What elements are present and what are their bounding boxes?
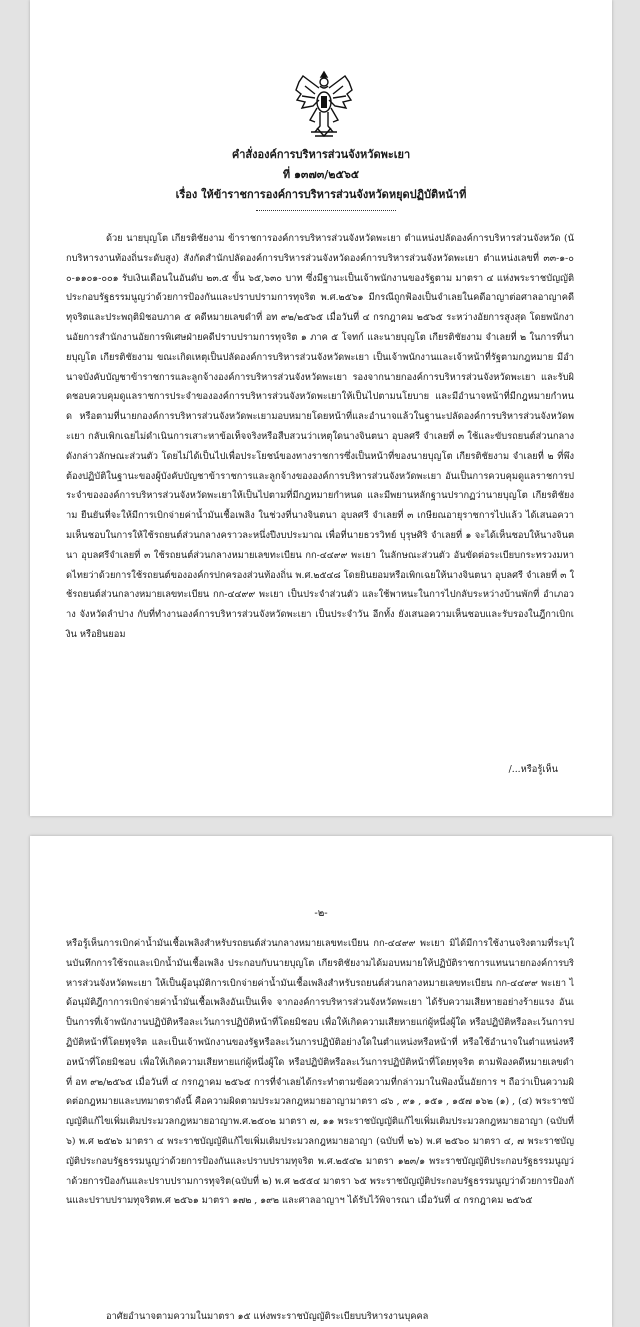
document-page-1 <box>30 0 612 816</box>
divider-rule <box>256 210 396 211</box>
body-paragraph: ด้วย นายบุญโต เกียรติชัยงาม ข้าราชการองค์การบริหารส่วนจังหวัดพะเยา ตำแหน่งปลัดองค์การบริหารส่วนจังหวัด (นักบริหารงานท้องถิ่นระดับสูง) สังกัดสำนักปลัดองค์การบริหารส่วนจังหวัดองค์การบริหารส่วนจังหวัดพะเยา ตำแหน่งเลขที่ ๓๓-๑-๐๐-๑๑๐๑-๐๐๑ รับเงินเดือนในอันดับ ๒๓.๕ ขั้น ๖๕,๖๓๐ บาท ซึ่งมีฐานะเป็นเจ้าพนักงานของรัฐตาม มาตรา ๔ แห่งพระราชบัญญัติประกอบรัฐธรรมนูญว่าด้วยการป้องกันและปราบปรามการทุจริต พ.ศ.๒๕๖๑ มีกรณีถูกฟ้องเป็นจำเลยในคดีอาญาต่อศาลอาญาคดีทุจริตและประพฤติมิชอบภาค ๕ คดีหมายเลขดำที่ อท ๙๒/๒๕๖๕ เมื่อวันที่ ๔ กรกฎาคม ๒๕๖๕ ระหว่างอัยการสูงสุด โดยพนักงานอัยการสำนักงานอัยการพิเศษฝ่ายคดีปราบปรามการทุจริต ๑ ภาค ๕ โจทก์ และนายบุญโต เกียรติชัยงาม จำเลยที่ ๒ ในการที่นายบุญโต เกียรติชัยงาม ขณะเกิดเหตุเป็นปลัดองค์การบริหารส่วนจังหวัดพะเยา เป็นเจ้าพนักงานและเจ้าหน้าที่รัฐตามกฎหมาย มีอำนาจบังคับบัญชาข้าราชการและลูกจ้างองค์การบริหารส่วนจังหวัดพะเยา รองจากนายกองค์การบริหารส่วนจังหวัดพะเยา และรับผิดชอบควบคุมดูแลราชการประจำขององค์การบริหารส่วนจังหวัดพะเยาให้เป็นไปตามนโยบาย และมีอำนาจหน้าที่มีกฎหมายกำหนด หรือตามที่นายกองค์การบริหารส่วนจังหวัดพะเยามอบหมายโดยหน้าที่และอำนาจแล้วในฐานะปลัดองค์การบริหารส่วนจังหวัดพะเยา กลับเพิกเฉยไม่ดำเนินการเสาะหาข้อเท็จจริงหรือสืบสวนว่าเหตุใดนางจินตนา อุบลศรี จำเลยที่ ๓ ใช้และขับรถยนต์ส่วนกลางดังกล่าวลักษณะส่วนตัว โดยไม่ได้เป็นไปเพื่อประโยชน์ของทางราชการซึ่งเป็นหน้าที่ของนายบุญโต เกียรติชัยงาม จำเลยที่ ๒ ที่พึงต้องปฏิบัติในฐานะของผู้บังคับบัญชาข้าราชการและลูกจ้างขององค์การบริหารส่วนจังหวัดพะเยา อันเป็นการควบคุมดูแลราชการประจำขององค์การบริหารส่วนจังหวัดพะเยาให้เป็นไปตามที่มีกฎหมายกำหนด และมีพยานหลักฐานปรากฏว่านายบุญโต เกียรติชัยงาม ยืนยันที่จะให้มีการเบิกจ่ายค่าน้ำมันเชื้อเพลิง ในช่วงที่นางจินตนา อุบลศรี จำเลยที่ ๓ เกษียณอายุราชการไปแล้ว ได้เสนอความเห็นชอบในการให้ใช้รถยนต์ส่วนกลางคราวละหนึ่งปีงบประมาณ เพื่อที่นายธวรวิทย์ บุรุษศิริ จำเลยที่ ๑ จะได้เห็นชอบให้นางจินตนา อุบลศรีจำเลยที่ ๓ ใช้รถยนต์ส่วนกลางหมายเลขทะเบียน กก-๔๔๙๙ พะเยา ในลักษณะส่วนตัว อันขัดต่อระเบียบกระทรวงมหาดไทยว่าด้วยการใช้รถยนต์ขององค์กรปกครองส่วนท้องถิ่น พ.ศ.๒๕๔๘ โดยยินยอมหรือเพิกเฉยให้นางจินตนา อุบลศรี จำเลยที่ ๓ ใช้รถยนต์ส่วนกลางหมายเลขทะเบียน กก-๔๔๙๙ พะเยา เป็นประจำส่วนตัว และใช้พาหนะในการไปกลับระหว่างบ้านพักที่ อำเภอวาง จังหวัดลำปาง กับที่ทำงานองค์การบริหารส่วนจังหวัดพะเยา เป็นประจำวัน อีกทั้ง ยังเสนอความเห็นชอบและรับรองในฎีกาเบิกเงิน หรือยินยอม <box>66 233 574 640</box>
garuda-emblem-icon <box>293 68 355 140</box>
order-title: คำสั่งองค์การบริหารส่วนจังหวัดพะเยา <box>231 148 411 161</box>
continuation-marker: /...หรือรู้เห็น <box>508 764 558 775</box>
order-subject: เรื่อง ให้ข้าราชการองค์การบริหารส่วนจังหวัดหยุดปฏิบัติหน้าที่ <box>175 188 467 201</box>
order-number: ที่ ๑๓๗๓/๒๕๖๕ <box>282 168 360 181</box>
document-page-2 <box>30 836 612 1327</box>
page-number: -๒- <box>314 908 328 919</box>
body-paragraph: หรือรู้เห็นการเบิกค่าน้ำมันเชื้อเพลิงสำหรับรถยนต์ส่วนกลางหมายเลขทะเบียน กก-๔๔๙๙ พะเยา มิได้มีการใช้งานจริงตามที่ระบุในบันทึกการใช้รถและเบิกน้ำมันเชื้อเพลิง ประกอบกับนายบุญโต เกียรติชัยงามได้มอบหมายให้ปฏิบัติราชการแทนนายกองค์การบริหารส่วนจังหวัดพะเยา ให้เป็นผู้อนุมัติการเบิกจ่ายค่าน้ำมันเชื้อเพลิงสำหรับรถยนต์ส่วนกลางหมายเลขทะเบียน กก-๔๔๙๙ พะเยา ได้อนุมัติฎีกาการเบิกจ่ายค่าน้ำมันเชื้อเพลิงอันเป็นเท็จ จากองค์การบริหารส่วนจังหวัดพะเยา ได้รับความเสียหายอย่างร้ายแรง อันเป็นการที่เจ้าพนักงานปฏิบัติหรือละเว้นการปฏิบัติหน้าที่โดยมิชอบ เพื่อให้เกิดความเสียหายแก่ผู้หนึ่งผู้ใด หรือปฏิบัติหรือละเว้นการปฏิบัติหน้าที่โดยทุจริต และเป็นเจ้าพนักงานของรัฐหรือละเว้นการปฏิบัติอย่างใดในตำแหน่งหรือหน้าที่ หรือใช้อำนาจในตำแหน่งหรือหน้าที่โดยมิชอบ เพื่อให้เกิดความเสียหายแก่ผู้หนึ่งผู้ใด หรือปฏิบัติหรือละเว้นการปฏิบัติหน้าที่โดยทุจริต ตามฟ้องคดีหมายเลขดำที่ อท ๙๒/๒๕๖๕ เมื่อวันที่ ๔ กรกฎาคม ๒๕๖๕ การที่จำเลยได้กระทำตามข้อความที่กล่าวมาในฟ้องนั้นอัยการ ฯ ถือว่าเป็นความผิดต่อกฎหมายและบทมาตราดังนี้ คือความผิดตามประมวลกฎหมายอาญามาตรา ๘๖ , ๙๑ , ๑๕๑ , ๑๕๗ ๑๖๒ (๑) , (๔) พระราชบัญญัติแก้ไขเพิ่มเติมประมวลกฎหมายอาญาพ.ศ.๒๕๐๒ มาตรา ๗, ๑๑ พระราชบัญญัติแก้ไขเพิ่มเติมประมวลกฎหมายอาญา (ฉบับที่ ๖) พ.ศ ๒๕๒๖ มาตรา ๔ พระราชบัญญัติแก้ไขเพิ่มเติมประมวลกฎหมายอาญา (ฉบับที่ ๒๖) พ.ศ ๒๕๖๐ มาตรา ๔, ๗ พระราชบัญญัติประกอบรัฐธรรมนูญว่าด้วยการป้องกันและปราบปรามทุจริต พ.ศ.๒๕๔๒ มาตรา ๑๒๓/๑ พระราชบัญญัติประกอบรัฐธรรมนูญว่าด้วยการป้องกันและปราบปรามการทุจริต(ฉบับที่ ๒) พ.ศ ๒๕๕๔ มาตรา ๖๕ พระราชบัญญัติประกอบรัฐธรรมนูญว่าด้วยการป้องกันและปราบปรามทุจริตพ.ศ ๒๕๖๑ มาตรา ๑๗๒ , ๑๙๒ และศาลอาญาฯ ได้รับไว้พิจารณา เมื่อวันที่ ๔ กรกฎาคม ๒๕๖๕ <box>66 938 574 1207</box>
body-paragraph: อาศัยอำนาจตามความในมาตรา ๑๕ แห่งพระราชบัญญัติระเบียบบริหารงานบุคคล <box>106 1311 429 1322</box>
